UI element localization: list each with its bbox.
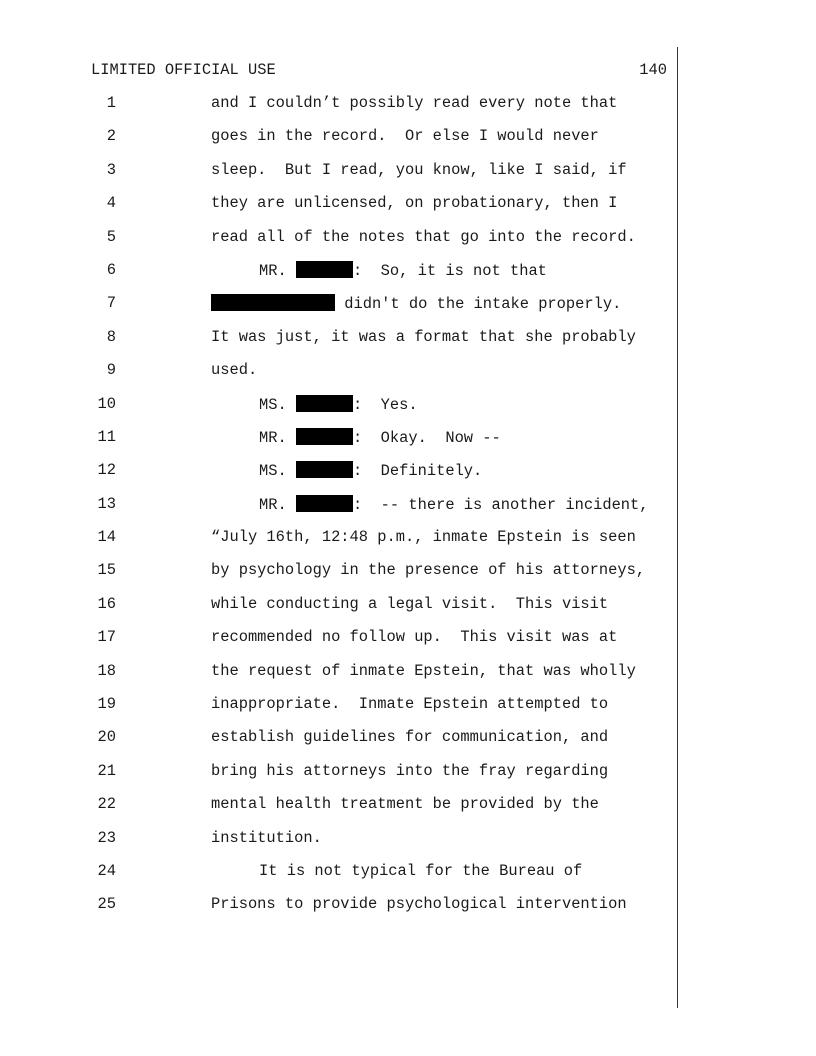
speaker-title: MR. [259,428,287,447]
transcript-line [0,161,816,194]
line-text: It is not typical for the Bureau of [259,861,583,880]
line-text: used. [211,361,258,380]
line-text: institution. [211,828,322,847]
redaction-box [296,261,353,278]
line-number: 22 [97,795,116,814]
speaker-title: MR. [259,495,287,514]
line-text: sleep. But I read, you know, like I said, if [211,160,627,179]
line-number: 17 [97,628,116,647]
line-text: : Definitely. [352,462,483,481]
line-text: “July 16th, 12:48 p.m., inmate Epstein is seen [211,528,636,547]
transcript-line [0,695,816,728]
line-text: bring his attorneys into the fray regarding [211,761,609,780]
transcript-body [0,94,816,929]
line-number: 8 [106,327,116,346]
transcript-line [0,895,816,928]
page-number: 140 [639,61,667,79]
line-text: : -- there is another incident, [352,495,649,514]
line-number: 15 [97,561,116,580]
line-number: 19 [97,695,116,714]
line-text: goes in the record. Or else I would never [211,127,599,146]
transcript-line [0,94,816,127]
transcript-line [0,361,816,394]
line-number: 11 [97,427,116,446]
transcript-line [0,428,816,461]
speaker-line [259,261,547,280]
line-text: by psychology in the presence of his attorneys, [211,561,646,580]
line-text: while conducting a legal visit. This visit [211,594,609,613]
transcript-line [0,728,816,761]
transcript-line [0,595,816,628]
transcript-line [0,127,816,160]
classification-marking: LIMITED OFFICIAL USE [91,61,276,79]
line-number: 18 [97,661,116,680]
redacted-line [211,294,621,313]
transcript-line [0,561,816,594]
line-text: establish guidelines for communication, and [211,728,609,747]
line-number: 6 [106,260,116,279]
line-text: Prisons to provide psychological intervention [211,895,627,914]
transcript-line [0,662,816,695]
line-number: 25 [97,895,116,914]
transcript-line [0,294,816,327]
transcript-line [0,762,816,795]
line-number: 5 [106,227,116,246]
speaker-line [259,495,649,514]
line-text: didn't do the intake properly. [335,295,622,314]
speaker-line [259,461,482,480]
transcript-line [0,328,816,361]
transcript-line [0,194,816,227]
line-text: and I couldn’t possibly read every note that [211,94,618,112]
line-number: 2 [106,127,116,146]
transcript-line [0,528,816,561]
transcript-line [0,495,816,528]
line-number: 13 [97,494,116,513]
line-text: the request of inmate Epstein, that was wholly [211,661,636,680]
redaction-box [296,395,353,412]
line-number: 20 [97,728,116,747]
line-number: 10 [97,394,116,413]
line-number: 23 [97,828,116,847]
redaction-box [296,495,353,512]
line-number: 1 [106,94,116,112]
speaker-line [259,428,501,447]
speaker-line [259,395,418,414]
line-text: It was just, it was a format that she probably [211,327,636,346]
line-text: : So, it is not that [352,261,547,280]
page-header [91,61,667,81]
line-text: they are unlicensed, on probationary, then I [211,194,618,213]
line-text: : Yes. [352,395,418,414]
transcript-line [0,862,816,895]
line-text: inappropriate. Inmate Epstein attempted to [211,695,609,714]
line-text: : Okay. Now -- [352,428,501,447]
speaker-title: MS. [259,395,287,414]
line-text: recommended no follow up. This visit was at [211,628,618,647]
line-number: 16 [97,594,116,613]
redaction-box [296,428,353,445]
redaction-box [296,461,353,478]
transcript-line [0,261,816,294]
transcript-line [0,795,816,828]
transcript-line [0,461,816,494]
line-number: 9 [106,361,116,380]
transcript-line [0,395,816,428]
redaction-box [211,294,335,311]
line-number: 14 [97,528,116,547]
line-text: read all of the notes that go into the record. [211,227,636,246]
line-number: 7 [106,294,116,313]
speaker-title: MR. [259,261,287,280]
line-text: mental health treatment be provided by the [211,795,599,814]
line-number: 21 [97,761,116,780]
speaker-title: MS. [259,462,287,481]
transcript-line [0,228,816,261]
line-number: 24 [97,861,116,880]
transcript-line [0,829,816,862]
line-number: 4 [106,194,116,213]
line-number: 3 [106,160,116,179]
transcript-line [0,628,816,661]
line-number: 12 [97,461,116,480]
